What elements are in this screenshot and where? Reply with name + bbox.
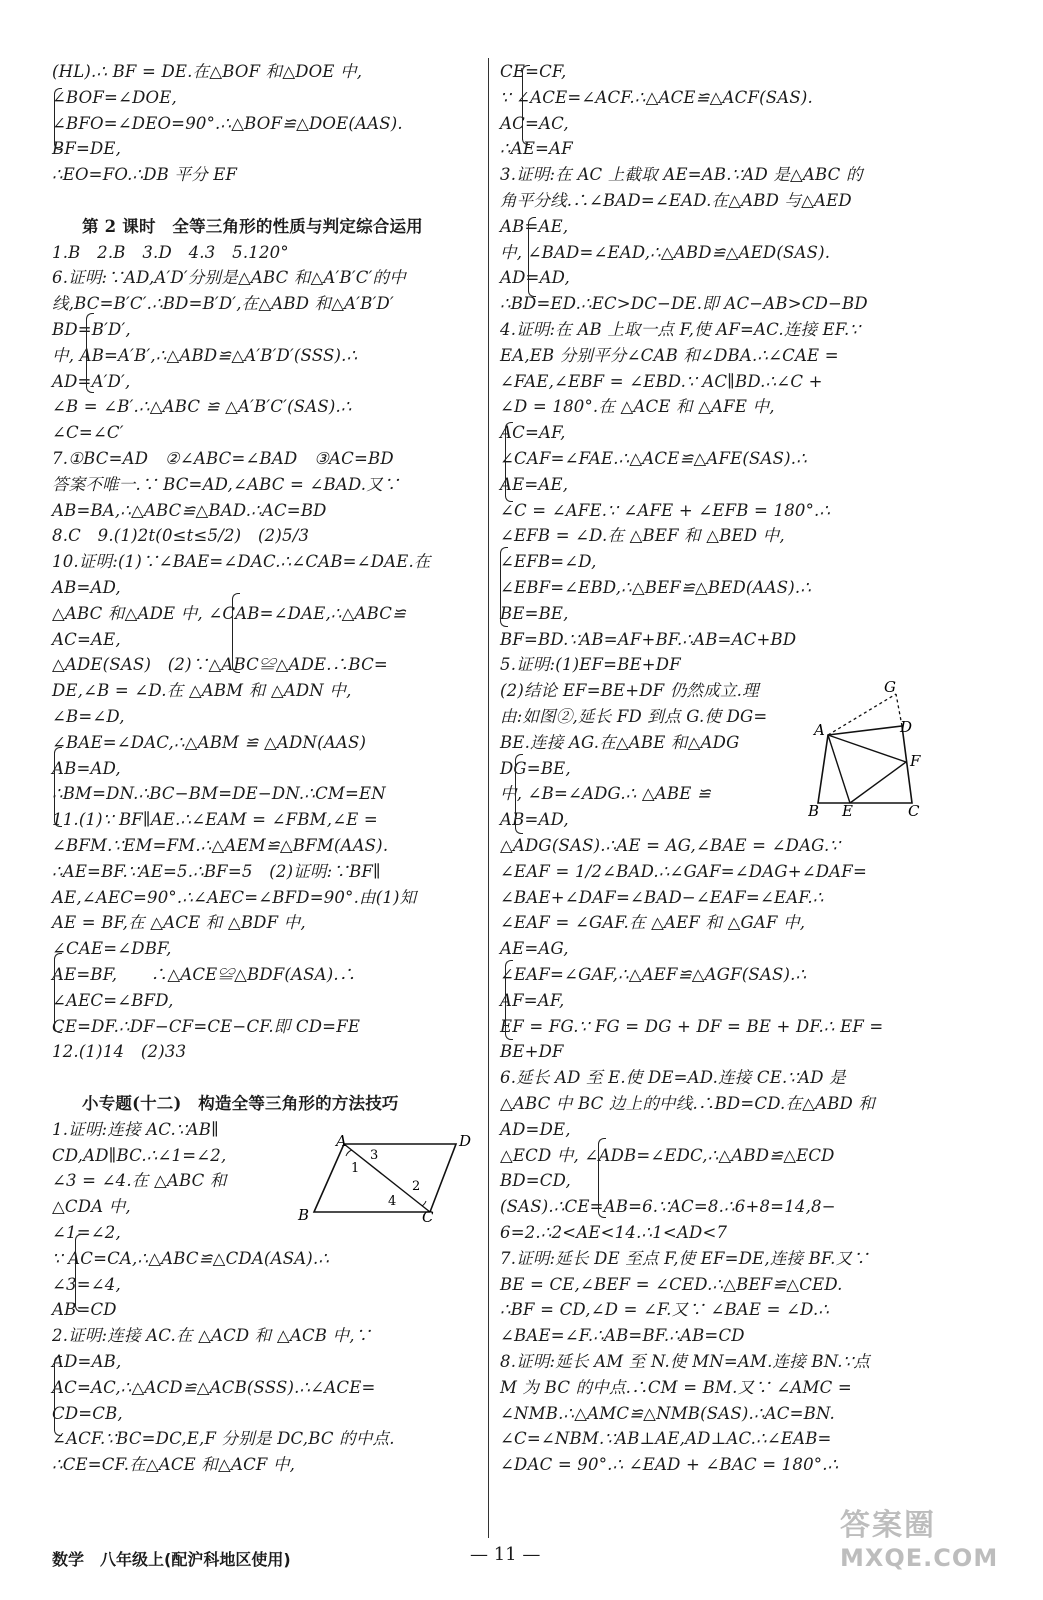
text-line: 2.证明:连接 AC.在 △ACD 和 △ACB 中,∵ [52,1326,372,1346]
text-line: 中, ∠B=∠ADG.∴ △ABE ≌ [500,784,711,804]
text-line: 12.(1)14 (2)33 [52,1042,187,1062]
text-line: 答案不唯一.∵ BC=AD,∠ABC = ∠BAD.又∵ [52,474,400,494]
text-line: ∠BAE=∠F.∴AB=BF.∴AB=CD [500,1326,745,1346]
text-line: △CDA 中, [52,1197,131,1217]
text-line: 由:如图②,延长 FD 到点 G.使 DG= [500,707,768,726]
page-number: — 11 — [470,1544,541,1565]
text-line: ∴AE=BF.∵AE=5.∴BF=5 (2)证明:∵BF∥ [52,861,381,881]
text-line: CE=DF.∴DF−CF=CE−CF.即 CD=FE [52,1016,361,1036]
fig2-label: A [814,721,825,739]
text-line: ∠AEC=∠BFD, [52,990,174,1010]
watermark-url: MXQE.COM [840,1544,999,1572]
text-line: ∠EAF=∠GAF,∴△AEF≌△AGF(SAS).∴ [500,965,807,984]
brace [522,65,530,145]
text-line: AE=BF, ∴△ACE≌△BDF(ASA).∴ [52,965,356,984]
text-line: ∠1=∠2, [52,1223,121,1242]
column-divider [488,58,489,1538]
brace [232,593,240,673]
text-line: AB=CD [52,1300,117,1320]
text-line: ∠EFB=∠D, [500,552,597,572]
text-line: BE.连接 AG.在△ABE 和△ADG [500,732,740,752]
fig1-angle-label: 2 [412,1179,421,1194]
watermark [840,1500,998,1572]
text-line: ∠3=∠4, [52,1274,121,1294]
text-line: CE=CF, [500,62,567,81]
text-line: 6=2.∴2<AE<14.∴1<AD<7 [500,1223,728,1242]
text-line: ∠3 = ∠4.在 △ABC 和 [52,1171,227,1191]
text-line: ∠BAE=∠DAC,∴△ABM ≌ △ADN(AAS) [52,732,367,752]
text-line: △ADG(SAS).∴AE = AG,∠BAE = ∠DAG.∵ [500,836,841,855]
brace [505,422,513,502]
brace [500,547,508,627]
text-line: DE,∠B = ∠D.在 △ABM 和 △ADN 中, [52,681,352,701]
text-line: 5.证明:(1)EF=BE+DF [500,655,681,675]
fig1-label: A [336,1132,347,1150]
text-line: 10.证明:(1)∵∠BAE=∠DAC.∴∠CAB=∠DAE.在 [52,552,431,572]
text-line: AC=AE, [52,629,121,649]
fig2-label: C [908,802,920,820]
text-line: ∴EO=FO.∴DB 平分 EF [52,165,238,185]
text-line: M 为 BC 的中点.∴CM = BM.又∵ ∠AMC = [500,1377,852,1397]
fig2-label: D [900,718,913,736]
brace [54,953,62,1033]
text-line: DG=BE, [500,758,571,778]
text-line: 线,BC=B′C′.∴BD=B′D′,在△ABD 和△A′B′D′ [52,294,394,314]
text-line: (SAS).∴CE=AB=6.∵AC=8.∴6+8=14,8− [500,1197,836,1217]
text-line: AD=DE, [500,1119,571,1139]
text-line: BD=CD, [500,1171,571,1191]
text-line: AF=AF, [500,990,565,1010]
text-line: BE=BE, [500,603,569,623]
text-line: ∠BFO=∠DEO=90°.∴△BOF≌△DOE(AAS). [52,113,403,133]
text-line: AC=AF, [500,423,566,443]
text-line: 小专题(十二) 构造全等三角形的方法技巧 [82,1094,399,1113]
text-line: 3.证明:在 AC 上截取 AE=AB.∵AD 是△ABC 的 [500,165,863,185]
text-line: 6.延长 AD 至 E.使 DE=AD.连接 CE.∵AD 是 [500,1068,846,1088]
text-line: ∠CAE=∠DBF, [52,939,172,959]
text-line: ∠EAF = 1/2∠BAD.∴∠GAF=∠DAG+∠DAF= [500,861,867,881]
text-line: ∠C=∠NBM.∵AB⊥AE,AD⊥AC.∴∠EAB= [500,1429,832,1449]
text-line: 1.证明:连接 AC.∵AB∥ [52,1119,219,1139]
text-line: 4.证明:在 AB 上取一点 F,使 AF=AC.连接 EF.∵ [500,320,861,339]
footer-subject: 数学 八年级上(配沪科地区使用) [52,1550,291,1569]
figure-parallelogram [292,1128,480,1228]
text-line: BF=DE, [52,139,122,159]
text-line: EA,EB 分别平分∠CAB 和∠DBA.∴∠CAE = [500,345,839,365]
text-line: ∠DAC = 90°.∴ ∠EAD + ∠BAC = 180°.∴ [500,1455,839,1475]
brace [75,1234,83,1312]
text-line: ∠ACF.∵BC=DC,E,F 分别是 DC,BC 的中点. [52,1429,395,1449]
text-line: (HL).∴ BF = DE.在△BOF 和△DOE 中, [52,62,363,81]
text-line: ∠FAE,∠EBF = ∠EBD.∵ AC∥BD.∴∠C + [500,371,823,391]
text-line: AD=AD, [500,268,570,288]
text-line: 11.(1)∵ BF∥AE.∴∠EAM = ∠FBM,∠E = [52,810,378,830]
text-line: 7.证明:延长 DE 至点 F,使 EF=DE,连接 BF.又∵ [500,1248,869,1268]
text-line: 中, ∠BAD=∠EAD,∴△ABD≌△AED(SAS). [500,242,831,262]
text-line: BE = CE,∠BEF = ∠CED.∴△BEF≌△CED. [500,1274,843,1294]
text-line: AD=A′D′, [52,371,131,391]
text-line: △ADE(SAS) (2)∵△ABC≌△ADE.∴BC= [52,655,388,675]
fig1-angle-label: 1 [351,1161,360,1176]
text-line: ∠C=∠C′ [52,423,124,443]
text-line: EF = FG.∵ FG = DG + DF = BE + DF.∴ EF = [500,1016,884,1036]
text-line: ∠D = 180°.在 △ACE 和 △AFE 中, [500,397,775,417]
figure-square [808,680,928,820]
text-line: ∠C = ∠AFE.∵ ∠AFE + ∠EFB = 180°.∴ [500,500,831,520]
text-line: ∴CE=CF.在△ACE 和△ACF 中, [52,1455,296,1475]
text-line: AD=AB, [52,1352,122,1371]
text-line: ∴BF = CD,∠D = ∠F.又∵ ∠BAE = ∠D.∴ [500,1300,830,1320]
text-line: ∠B = ∠B′.∴△ABC ≌ △A′B′C′(SAS).∴ [52,397,352,417]
fig2-label: B [808,802,820,820]
text-line: AC=AC, [500,113,569,133]
text-line: 7.①BC=AD ②∠ABC=∠BAD ③AC=BD [52,449,394,468]
fig1-label: B [298,1206,310,1224]
fig1-angle-label: 4 [388,1194,397,1209]
text-line: BE+DF [500,1042,564,1062]
text-line: AC=AC,∴△ACD≌△ACB(SSS).∴∠ACE= [52,1377,376,1397]
fig1-label: C [422,1208,434,1226]
text-line: 8.证明:延长 AM 至 N.使 MN=AM.连接 BN.∵点 [500,1352,871,1371]
brace [528,217,536,297]
text-line: (2)结论 EF=BE+DF 仍然成立.理 [500,681,759,701]
fig2-label: F [910,752,921,770]
brace [54,747,62,827]
text-line: 6.证明:∵AD,A′D′分别是△ABC 和△A′B′C′的中 [52,268,406,288]
text-line: △ECD 中, ∠ADB=∠EDC,∴△ABD≌△ECD [500,1145,835,1165]
brace [54,1356,62,1436]
text-line: 8.C 9.(1)2t(0≤t≤5/2) (2)5/3 [52,526,310,546]
text-line: ∴AE=AF [500,139,573,159]
text-line: ∠BFM.∵EM=FM.∴△AEM≌△BFM(AAS). [52,836,389,855]
text-line: AE = BF,在 △ACE 和 △BDF 中, [52,913,306,933]
text-line: 角平分线.∴∠BAD=∠EAD.在△ABD 与△AED [500,191,852,210]
text-line: ∠EBF=∠EBD,∴△BEF≌△BED(AAS).∴ [500,578,812,597]
text-line: AB=AE, [500,216,569,236]
brace [598,1138,606,1218]
text-line: ∠B=∠D, [52,707,125,726]
brace [86,313,94,393]
text-line: 1.B 2.B 3.D 4.3 5.120° [52,242,289,262]
text-line: ∵ AC=CA,∴△ABC≌△CDA(ASA).∴ [52,1248,330,1268]
fig2-label: E [842,802,853,820]
text-line: CD,AD∥BC.∴∠1=∠2, [52,1145,227,1165]
text-line: BD=B′D′, [52,320,131,339]
text-line: AE=AE, [500,474,569,494]
watermark-logo-text: 答案圈 [840,1508,936,1543]
text-line: AB=AD, [52,758,121,778]
text-line: AB=BA,∴△ABC≌△BAD.∴AC=BD [52,500,327,520]
text-line: ∵ ∠ACE=∠ACF.∴△ACE≌△ACF(SAS). [500,87,813,107]
text-line: BF=BD.∵AB=AF+BF.∴AB=AC+BD [500,629,797,649]
text-line: 中, AB=A′B′,∴△ABD≌△A′B′D′(SSS).∴ [52,345,358,365]
text-line: AE=AG, [500,939,569,959]
fig2-label: G [884,680,896,696]
text-line: △ABC 和△ADE 中, ∠CAB=∠DAE,∴△ABC≌ [52,603,407,623]
brace [515,754,523,834]
text-line: ∠BAE+∠DAF=∠BAD−∠EAF=∠EAF.∴ [500,887,824,907]
brace [54,88,62,150]
fig1-angle-label: 3 [370,1148,379,1163]
text-line: AB=AD, [52,578,121,597]
text-line: AE,∠AEC=90°.∴∠AEC=∠BFD=90°.由(1)知 [52,887,417,907]
text-line: ∠CAF=∠FAE.∴△ACE≌△AFE(SAS).∴ [500,449,807,468]
text-line: ∠EFB = ∠D.在 △BEF 和 △BED 中, [500,526,785,546]
text-line: ∠NMB.∴△AMC≌△NMB(SAS).∴AC=BN. [500,1403,835,1423]
text-line: CD=CB, [52,1403,123,1423]
text-line: AB=AD, [500,810,569,830]
fig1-label: D [459,1132,472,1150]
brace [505,960,513,1040]
text-line: ∴BD=ED.∴EC>DC−DE.即 AC−AB>CD−BD [500,294,868,314]
text-line: ∠EAF = ∠GAF.在 △AEF 和 △GAF 中, [500,913,806,933]
text-line: ∠BOF=∠DOE, [52,87,177,107]
text-line: △ABC 中 BC 边上的中线.∴BD=CD.在△ABD 和 [500,1094,876,1113]
text-line: 第 2 课时 全等三角形的性质与判定综合运用 [82,216,423,236]
text-line: ∴BM=DN.∴BC−BM=DE−DN.∴CM=EN [52,784,386,804]
